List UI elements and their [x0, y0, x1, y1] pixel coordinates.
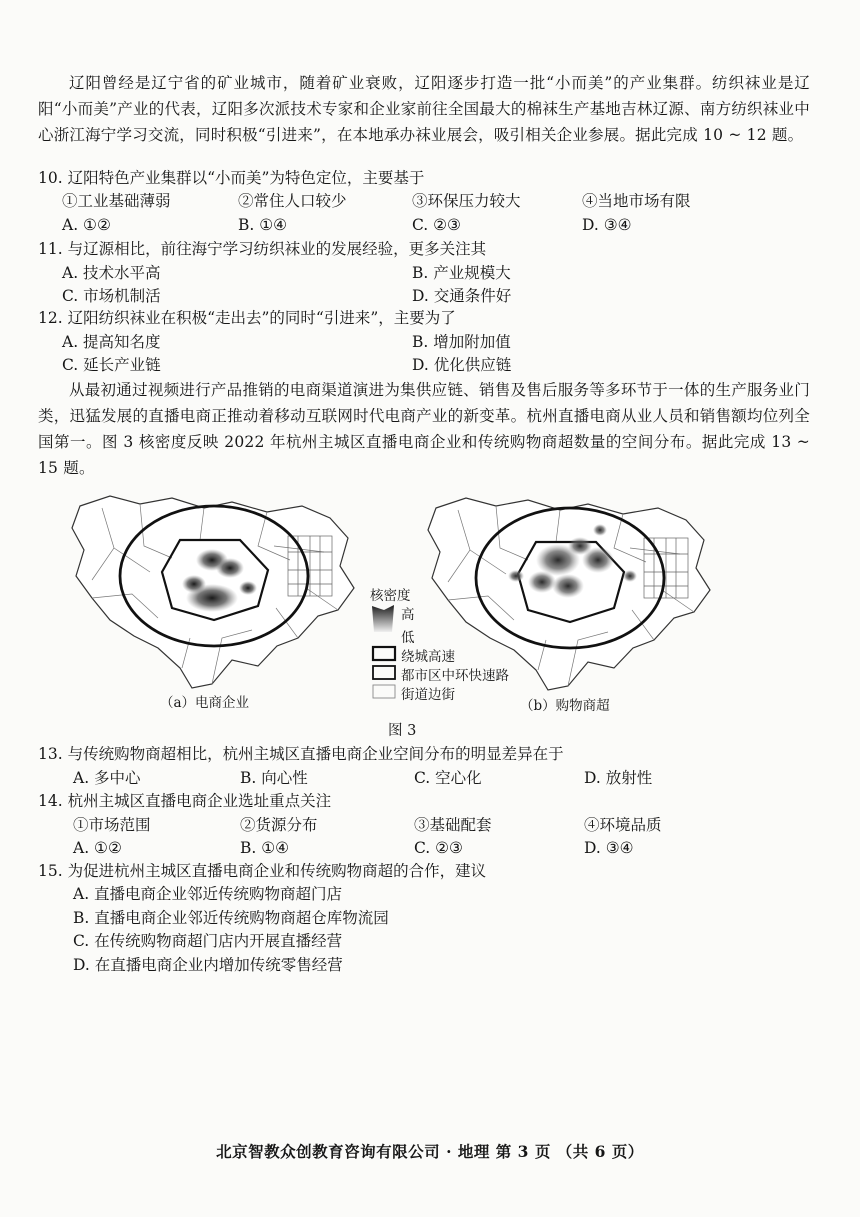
q14-item-3: ③基础配套 — [414, 816, 492, 834]
density-map-ecommerce — [62, 488, 362, 692]
q14-item-4: ④环境品质 — [584, 816, 662, 834]
question-12-stem: 12. 辽阳纺织袜业在积极“走出去”的同时“引进来”，主要为了 — [38, 309, 456, 327]
q14-option-b[interactable]: B. ①④ — [240, 839, 290, 857]
q10-option-d[interactable]: D. ③④ — [582, 216, 632, 234]
q14-item-1: ①市场范围 — [73, 816, 151, 834]
q10-item-2: ②常住人口较少 — [238, 192, 347, 210]
q15-option-b[interactable]: B. 直播电商企业邻近传统购物商超仓库物流园 — [73, 909, 389, 927]
legend-middle-ring: 都市区中环快速路 — [401, 668, 509, 684]
passage-hangzhou: 从最初通过视频进行产品推销的电商渠道演进为集供应链、销售及售后服务等多环节于一体的生产服务业门类，迅猛发展的直播电商正推动着移动互联网时代电商产业的新变革。杭州直播电商从业人员和销售额均位列全国第一。图 3 核密度反映 2022 年杭州主城区直播电商企业和传统购物商超数量的空间分布。据此完成 13 ~ 15 题。 — [38, 381, 810, 477]
q13-option-a[interactable]: A. 多中心 — [73, 769, 141, 787]
figure-title: 图 3 — [388, 723, 417, 739]
q14-option-d[interactable]: D. ③④ — [584, 839, 634, 857]
q12-option-c[interactable]: C. 延长产业链 — [62, 356, 161, 374]
q10-option-c[interactable]: C. ②③ — [412, 216, 461, 234]
q10-item-4: ④当地市场有限 — [582, 192, 691, 210]
q10-item-1: ①工业基础薄弱 — [62, 192, 171, 210]
q11-option-a[interactable]: A. 技术水平高 — [62, 264, 161, 282]
question-10-stem: 10. 辽阳特色产业集群以“小而美”为特色定位，主要基于 — [38, 169, 425, 187]
q13-option-b[interactable]: B. 向心性 — [240, 769, 308, 787]
question-15-stem: 15. 为促进杭州主城区直播电商企业和传统购物商超的合作，建议 — [38, 862, 487, 880]
q11-option-b[interactable]: B. 产业规模大 — [412, 264, 511, 282]
density-map-shopping — [418, 490, 718, 696]
q11-option-d[interactable]: D. 交通条件好 — [412, 287, 512, 305]
passage-liaoyang: 辽阳曾经是辽宁省的矿业城市，随着矿业衰败，辽阳逐步打造一批“小而美”的产业集群。纺织袜业是辽阳“小而美”产业的代表，辽阳多次派技术专家和企业家前往全国最大的棉袜生产基地吉林辽源、南方纺织袜业中心浙江海宁学习交流，同时积极“引进来”，在本地承办袜业展会，吸引相关企业参展。据此完成 10 ~ 12 题。 — [38, 74, 810, 144]
caption-a: （a）电商企业 — [160, 695, 250, 711]
q12-option-d[interactable]: D. 优化供应链 — [412, 356, 512, 374]
legend-low: 低 — [401, 630, 415, 646]
legend-high: 高 — [401, 607, 415, 623]
question-13-stem: 13. 与传统购物商超相比，杭州主城区直播电商企业空间分布的明显差异在于 — [38, 745, 564, 763]
q15-option-d[interactable]: D. 在直播电商企业内增加传统零售经营 — [73, 956, 343, 974]
q11-option-c[interactable]: C. 市场机制活 — [62, 287, 161, 305]
caption-b: （b）购物商超 — [520, 698, 610, 714]
q10-item-3: ③环保压力较大 — [412, 192, 521, 210]
q15-option-a[interactable]: A. 直播电商企业邻近传统购物商超门店 — [73, 885, 343, 903]
question-11-stem: 11. 与辽源相比，前往海宁学习纺织袜业的发展经验，更多关注其 — [38, 240, 487, 258]
legend-heading: 核密度 — [370, 588, 411, 604]
q14-option-c[interactable]: C. ②③ — [414, 839, 463, 857]
q14-item-2: ②货源分布 — [240, 816, 318, 834]
question-14-stem: 14. 杭州主城区直播电商企业选址重点关注 — [38, 792, 332, 810]
page-footer: 北京智教众创教育咨询有限公司 · 地理 第 3 页 （共 6 页） — [216, 1142, 644, 1161]
q12-option-a[interactable]: A. 提高知名度 — [62, 333, 161, 351]
q15-option-c[interactable]: C. 在传统购物商超门店内开展直播经营 — [73, 932, 343, 950]
q10-option-a[interactable]: A. ①② — [62, 216, 111, 234]
legend-ring-expressway: 绕城高速 — [401, 649, 455, 665]
q13-option-d[interactable]: D. 放射性 — [584, 769, 653, 787]
legend-density-ramp — [370, 604, 398, 634]
q13-option-c[interactable]: C. 空心化 — [414, 769, 482, 787]
q12-option-b[interactable]: B. 增加附加值 — [412, 333, 511, 351]
q10-option-b[interactable]: B. ①④ — [238, 216, 288, 234]
legend-street-boundary: 街道边街 — [401, 687, 455, 703]
legend-line-symbols — [370, 644, 398, 704]
q14-option-a[interactable]: A. ①② — [73, 839, 122, 857]
